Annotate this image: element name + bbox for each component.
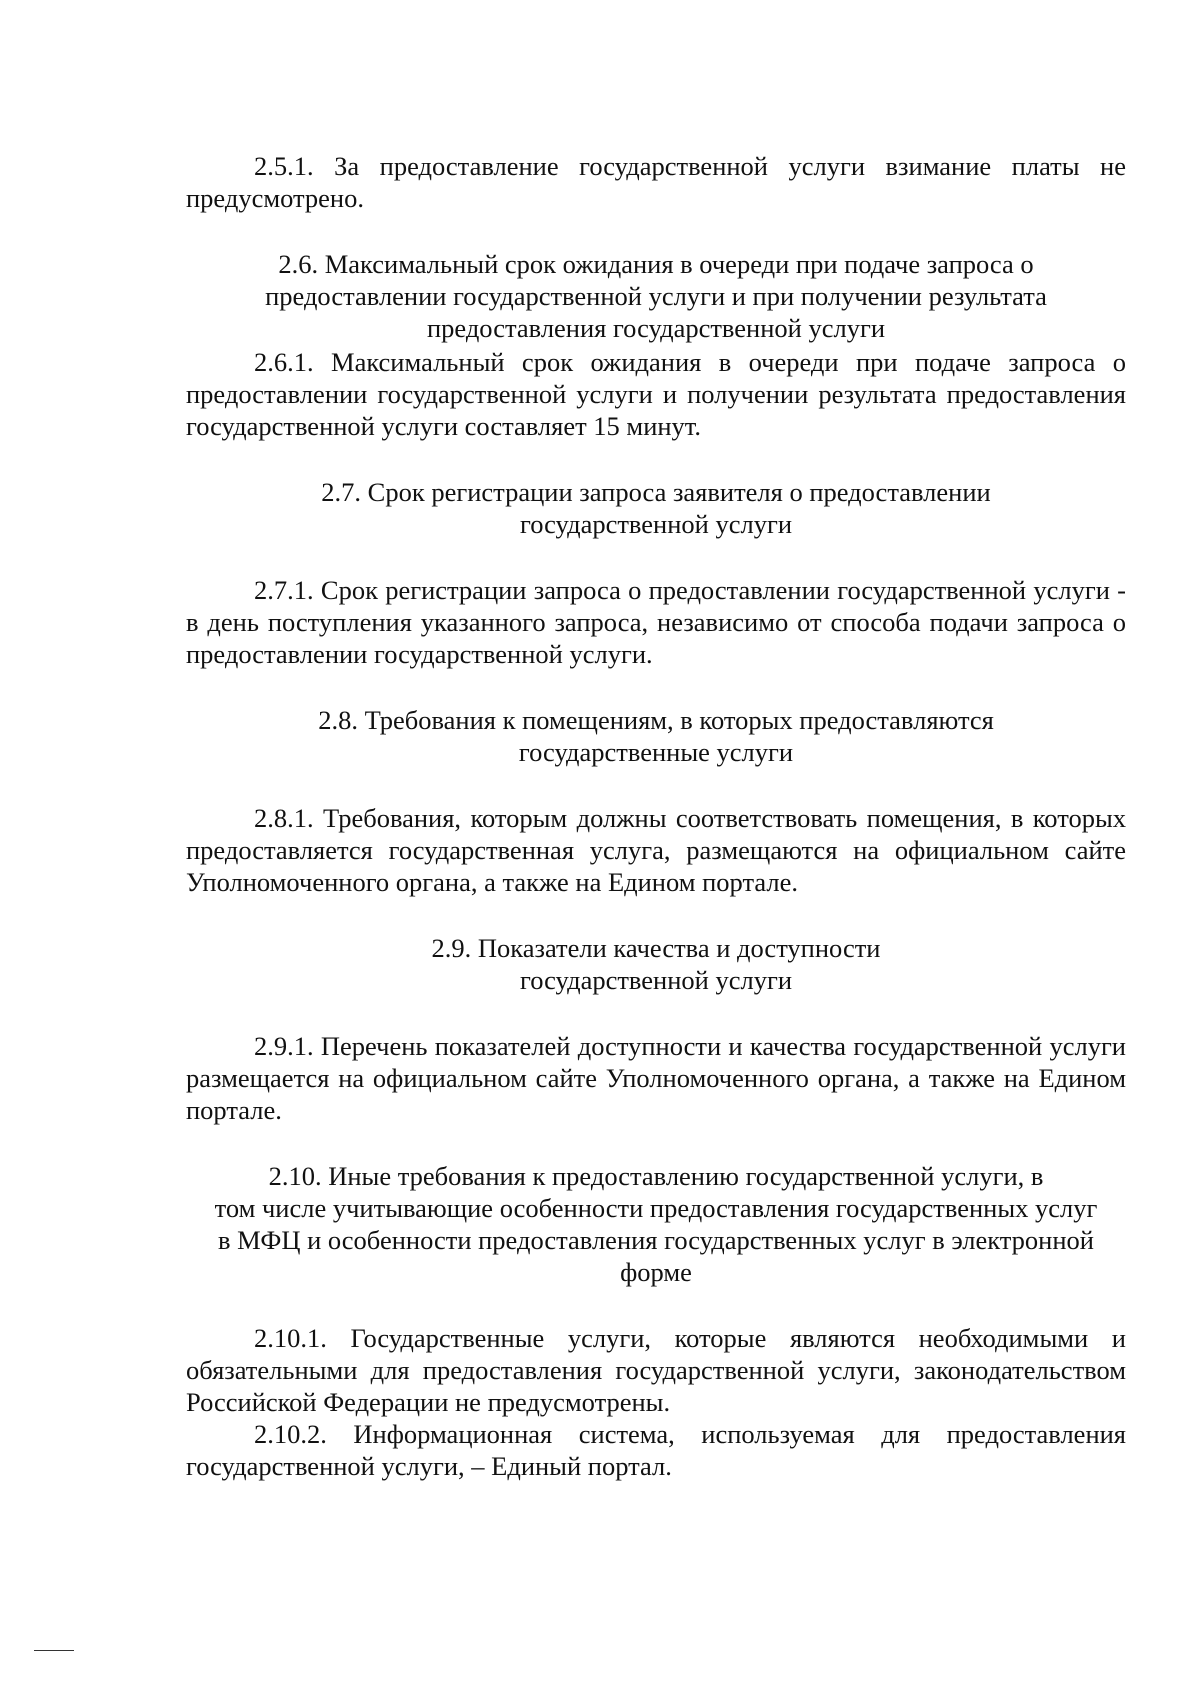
heading-line: 2.9. Показатели качества и доступности [431, 933, 881, 963]
heading-line: 2.10. Иные требования к предоставлению государственной услуги, в [268, 1161, 1044, 1191]
heading-2-9 [186, 932, 1126, 996]
paragraph-2-8-1: 2.8.1. Требования, которым должны соответствовать помещения, в которых предоставляется государственная услуга, размещаются на официальном сайте Уполномоченного органа, а также на Едином портале. [186, 803, 1126, 897]
heading-line: государственной услуги [519, 965, 793, 995]
heading-2-6 [186, 248, 1126, 344]
paragraph-2-10-2: 2.10.2. Информационная система, используемая для предоставления государственной услуги, – Единый портал. [186, 1419, 1126, 1481]
paragraph-2-6-1: 2.6.1. Максимальный срок ожидания в очереди при подаче запроса о предоставлении государственной услуги и получении результата предоставления государственной услуги составляет 15 минут. [186, 347, 1126, 441]
heading-line: 2.6. Максимальный срок ожидания в очереди при подаче запроса о [278, 249, 1034, 279]
paragraph-2-7-1: 2.7.1. Срок регистрации запроса о предоставлении государственной услуги - в день поступления указанного запроса, независимо от способа подачи запроса о предоставлении государственной услуги. [186, 575, 1126, 669]
scan-edge-mark [34, 1650, 74, 1651]
heading-2-7 [186, 476, 1126, 540]
heading-line: в МФЦ и особенности предоставления государственных услуг в электронной [218, 1225, 1094, 1255]
document-page [186, 150, 1126, 1482]
heading-line: 2.8. Требования к помещениям, в которых предоставляются [318, 705, 994, 735]
heading-2-8 [186, 704, 1126, 768]
heading-line: предоставлении государственной услуги и при получении результата [265, 281, 1047, 311]
paragraph-2-10-1: 2.10.1. Государственные услуги, которые являются необходимыми и обязательными для предоставления государственной услуги, законодательством Российской Федерации не предусмотрены. [186, 1323, 1126, 1417]
paragraph-2-5-1: 2.5.1. За предоставление государственной услуги взимание платы не предусмотрено. [186, 151, 1126, 213]
heading-line: государственные услуги [518, 737, 794, 767]
heading-line: предоставления государственной услуги [426, 313, 886, 343]
heading-2-10 [186, 1160, 1126, 1288]
heading-line: форме [620, 1257, 692, 1287]
heading-line: государственной услуги [519, 509, 793, 539]
paragraph-2-9-1: 2.9.1. Перечень показателей доступности и качества государственной услуги размещается на официальном сайте Уполномоченного органа, а также на Едином портале. [186, 1031, 1126, 1125]
heading-line: 2.7. Срок регистрации запроса заявителя о предоставлении [321, 477, 991, 507]
heading-line: том числе учитывающие особенности предоставления государственных услуг [214, 1193, 1098, 1223]
